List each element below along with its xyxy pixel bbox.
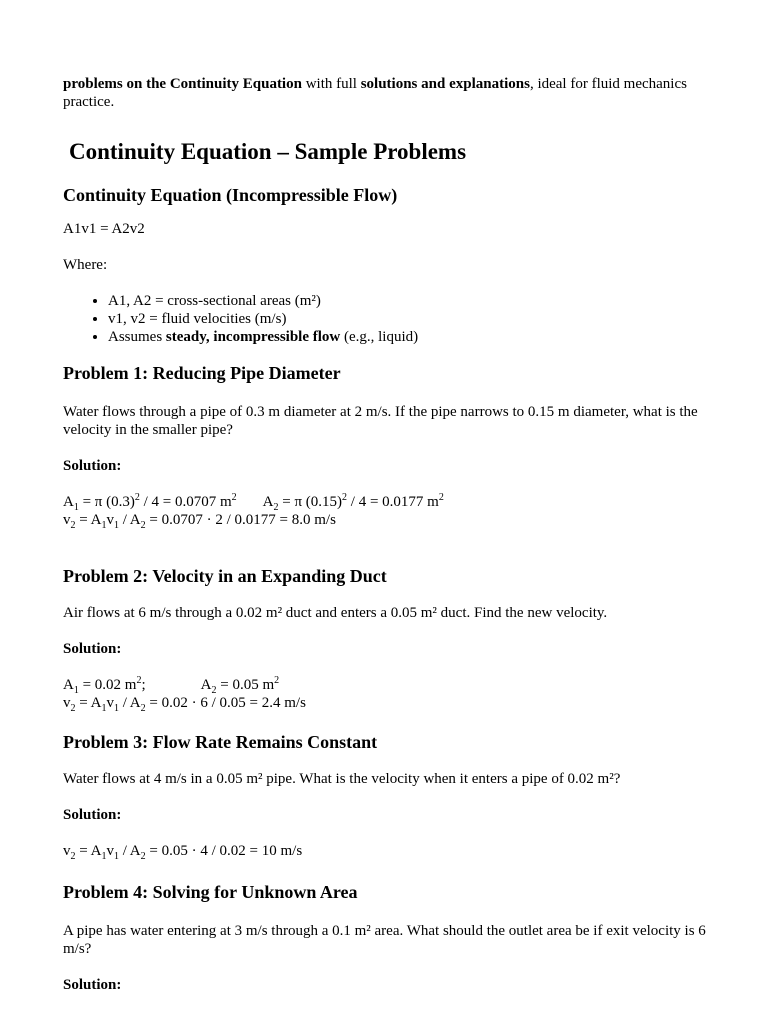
document-page — [63, 75, 713, 994]
bullet-bold: steady, incompressible flow — [165, 329, 341, 345]
where-label: Where: — [63, 257, 108, 273]
problem-2-velocity: $v_2 = A_1v_1 / A_2 = 0.02 \cdot 6 / 0.05 = 2.4$ m/s — [63, 695, 306, 714]
problem-3-velocity: $v_2 = A_1v_1 / A_2 = 0.05 \cdot 4 / 0.02 = 10$ m/s — [63, 843, 303, 862]
problem-2-heading: Problem 2: Velocity in an Expanding Duct — [63, 566, 387, 586]
intro-bold-1: problems on the Continuity Equation — [63, 76, 302, 92]
problem-3-text: Water flows at 4 m/s in a 0.05 m² pipe. What is the velocity when it enters a pipe of 0.02 m²? — [63, 771, 621, 787]
problem-1-solution-label: Solution: — [63, 458, 122, 474]
problem-2-areas: $A_1 = 0.02$ $m^2$; $A_2 = 0.05$ $m^2$ — [63, 675, 280, 696]
list-item: • v1, v2 = fluid velocities (m/s) — [108, 310, 713, 328]
problem-3-heading: Problem 3: Flow Rate Remains Constant — [63, 732, 378, 752]
list-item: • A1, A2 = cross-sectional areas (m²) — [108, 292, 713, 310]
definition-list — [63, 292, 713, 346]
problem-1-heading: Problem 1: Reducing Pipe Diameter — [63, 363, 341, 383]
equation: A1v1 = A2v2 — [63, 221, 145, 237]
problem-2-text: Air flows at 6 m/s through a 0.02 m² duct and enters a 0.05 m² duct. Find the new velocity. — [63, 605, 608, 621]
problem-2-solution-label: Solution: — [63, 641, 122, 657]
problem-1-calculation — [63, 493, 713, 529]
problem-2-calculation — [63, 676, 713, 712]
section-heading: Continuity Equation (Incompressible Flow) — [63, 185, 398, 205]
intro-text-1: with full — [301, 76, 361, 92]
problem-1-velocity: $v_2 = A_1v_1 / A_2 = 0.0707 \cdot 2 / 0.0177 = 8.0$ m/s — [63, 512, 336, 531]
intro-paragraph — [63, 75, 713, 111]
problem-3-calculation — [63, 842, 713, 860]
bullet-post: (e.g., liquid) — [340, 329, 419, 345]
problem-3-solution-label: Solution: — [63, 807, 122, 823]
list-item — [108, 328, 713, 346]
problem-4-heading: Problem 4: Solving for Unknown Area — [63, 882, 358, 902]
problem-1-areas: $A_1 = \pi$ $(0.3)^2 / 4 = 0.0707$ $m^2$ $A_2 = \pi$ $(0.15)^2 / 4 = 0.0177$ $m^2$ — [63, 492, 444, 513]
problem-1-text: Water flows through a pipe of 0.3 m diameter at 2 m/s. If the pipe narrows to 0.15 m diameter, what is the velocity in the smaller pipe? — [63, 404, 698, 438]
page-title: Continuity Equation – Sample Problems — [69, 139, 467, 164]
bullet-pre: Assumes — [108, 329, 166, 345]
problem-4-text: A pipe has water entering at 3 m/s through a 0.1 m² area. What should the outlet area be if exit velocity is 6 m/s? — [63, 923, 706, 957]
problem-4-solution-label: Solution: — [63, 977, 122, 993]
intro-bold-2: solutions and explanations — [360, 76, 530, 92]
intro-text-2: , ideal for fluid mechanics practice. — [63, 76, 687, 110]
